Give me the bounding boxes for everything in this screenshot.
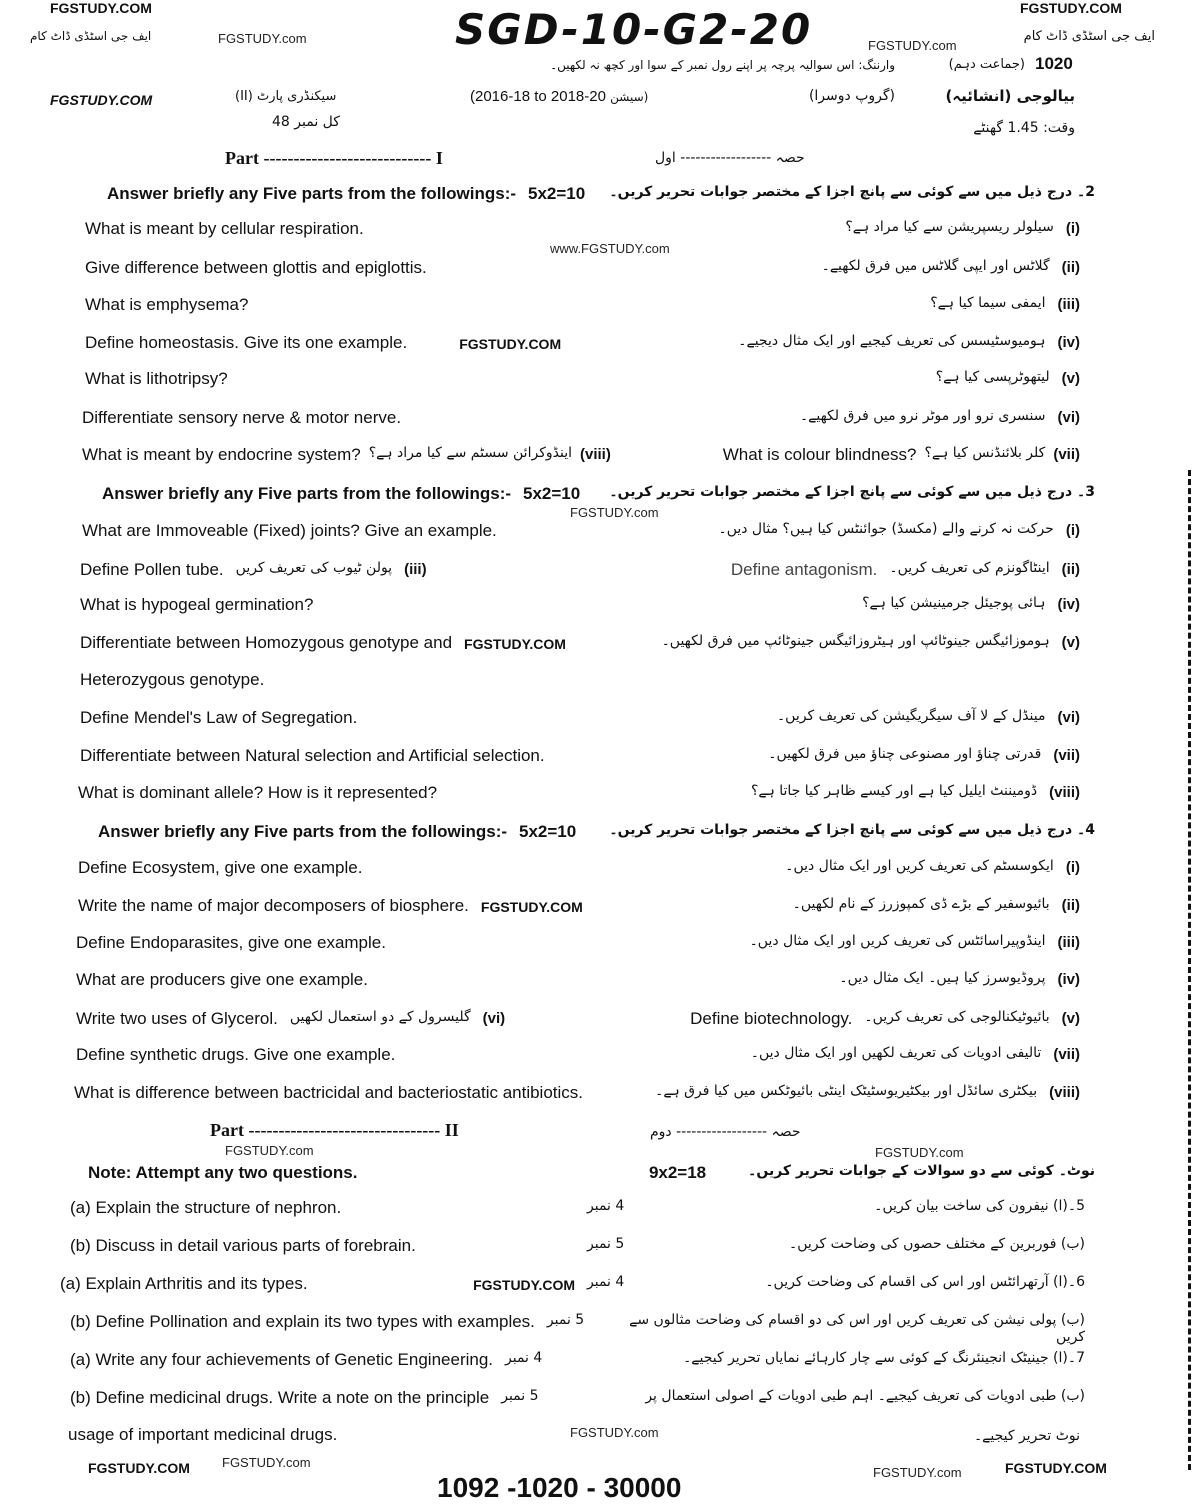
question-item-urdu: پولن ٹیوب کی تعریف کریں xyxy=(235,560,393,576)
total-marks: کل نمبر 48 xyxy=(272,114,340,130)
question-item: Differentiate between Homozygous genotype and xyxy=(80,633,453,652)
marks: 5 نمبر xyxy=(501,1388,539,1404)
q2-heading-row xyxy=(107,184,1095,204)
watermark: FGSTUDY.COM xyxy=(1020,0,1122,16)
question-item: Define homeostasis. Give its one example. xyxy=(85,333,408,352)
note-marks: 9x2=18 xyxy=(648,1163,707,1182)
q4-marks: 5x2=10 xyxy=(519,822,577,841)
question-row xyxy=(82,445,1080,465)
question-item-urdu: ہوموزائیگس جینوٹائپ اور ہیٹروزائیگس جینوٹائپ میں فرق لکھیں۔ xyxy=(661,633,1050,649)
question-row xyxy=(80,595,1080,615)
question-item: What is colour blindness? xyxy=(722,445,917,464)
long-question: (a) Explain the structure of nephron. xyxy=(70,1198,342,1217)
item-number: (iii) xyxy=(1057,934,1080,951)
question-item: What is lithotripsy? xyxy=(85,369,228,388)
question-item-urdu: ہائی پوجیئل جرمینیشن کیا ہے؟ xyxy=(862,595,1046,611)
long-question: (b) Define medicinal drugs. Write a note on the principle xyxy=(70,1388,490,1407)
marks: 5 نمبر xyxy=(546,1312,585,1328)
question-item-urdu: سیلولر ریسپریشن سے کیا مراد ہے؟ xyxy=(845,219,1054,235)
item-number: (vii) xyxy=(1053,446,1080,463)
long-question-continued: usage of important medicinal drugs. xyxy=(68,1425,338,1444)
watermark: FGSTUDY.com xyxy=(218,31,307,46)
item-number: (vi) xyxy=(482,1010,506,1027)
item-number: (viii) xyxy=(1049,1084,1080,1101)
question-row xyxy=(85,333,1080,353)
question-item-urdu: ایمفی سیما کیا ہے؟ xyxy=(930,295,1046,311)
q3-heading-row xyxy=(102,484,1095,504)
question-row xyxy=(78,783,1080,803)
question-row xyxy=(76,970,1080,990)
q4-heading: Answer briefly any Five parts from the followings:- xyxy=(98,822,508,841)
question-row xyxy=(80,633,1080,653)
question-item: Differentiate between Natural selection and Artificial selection. xyxy=(80,746,545,765)
question-item-urdu: اینڈوکرائن سسٹم سے کیا مراد ہے؟ xyxy=(368,445,572,461)
question-item: Define synthetic drugs. Give one example. xyxy=(76,1045,396,1064)
question-item: Define Pollen tube. xyxy=(80,560,224,579)
question-item: Define Ecosystem, give one example. xyxy=(78,858,363,877)
question-item: What is hypogeal germination? xyxy=(80,595,314,614)
question-item: Write two uses of Glycerol. xyxy=(76,1009,278,1028)
question-row xyxy=(74,1083,1080,1103)
item-number: (v) xyxy=(1061,1010,1080,1027)
watermark: FGSTUDY.COM xyxy=(1005,1460,1107,1476)
question-item-urdu: بائیوسفیر کے بڑے ڈی کمپوزرز کے نام لکھیں۔ xyxy=(792,896,1050,912)
item-number: (viii) xyxy=(1049,784,1080,801)
part-1-heading: Part ---------------------------- I xyxy=(225,148,443,168)
part-1-heading-urdu: حصہ ------------------ اول xyxy=(655,150,805,166)
question-item: Define antagonism. xyxy=(730,560,878,579)
question-row xyxy=(82,408,1080,428)
session xyxy=(470,88,648,106)
long-question-urdu: (ب) طبی ادویات کی تعریف کیجیے۔ اہم طبی ادویات کے اصولی استعمال پر xyxy=(645,1388,1085,1404)
watermark: www.FGSTUDY.com xyxy=(550,241,670,256)
question-item: Write the name of major decomposers of biosphere. xyxy=(78,896,469,915)
watermark: ایف جی اسٹڈی ڈاٹ کام xyxy=(30,29,152,43)
question-item-urdu: قدرتی چناؤ اور مصنوعی چناؤ میں فرق لکھیں۔ xyxy=(768,746,1042,762)
item-number: (vii) xyxy=(1053,1046,1080,1063)
question-item: Define biotechnology. xyxy=(690,1009,853,1028)
question-row xyxy=(76,1009,1080,1029)
question-item-urdu: ہومیوسٹیسس کی تعریف کیجیے اور ایک مثال دیجیے۔ xyxy=(738,333,1046,349)
watermark: FGSTUDY.com xyxy=(570,505,659,520)
q3-heading: Answer briefly any Five parts from the followings:- xyxy=(102,484,512,503)
item-number: (iv) xyxy=(1057,596,1080,613)
item-number: (v) xyxy=(1061,370,1080,387)
q2-heading-urdu: 2۔ درج ذیل میں سے کوئی سے پانچ اجزا کے مختصر جوابات تحریر کریں۔ xyxy=(609,184,1095,200)
question-row xyxy=(76,933,1080,953)
question-item-urdu: بیکٹری سائڈل اور بیکٹیریوسٹیٹک اینٹی بائیوٹکس میں کیا فرق ہے۔ xyxy=(655,1083,1038,1099)
question-item-urdu: سنسری نرو اور موٹر نرو میں فرق لکھیے۔ xyxy=(799,408,1046,424)
long-question: (b) Discuss in detail various parts of forebrain. xyxy=(70,1236,416,1255)
question-item: What is emphysema? xyxy=(85,295,249,314)
long-question-urdu-continued: نوٹ تحریر کیجیے۔ xyxy=(973,1428,1080,1444)
long-question-row xyxy=(60,1274,1085,1294)
question-item: Give difference between glottis and epiglottis. xyxy=(85,258,427,277)
item-number: (vii) xyxy=(1053,747,1080,764)
q3-marks: 5x2=10 xyxy=(523,484,581,503)
long-question-row xyxy=(70,1312,1085,1346)
question-row xyxy=(76,1045,1080,1065)
item-number: (v) xyxy=(1061,634,1080,651)
item-number: (ii) xyxy=(1061,897,1080,914)
long-question-urdu: 5۔(ا) نیفرون کی ساخت بیان کریں۔ xyxy=(874,1198,1085,1214)
question-item-urdu: مینڈل کے لا آف سیگریگیشن کی تعریف کریں۔ xyxy=(776,708,1046,724)
item-number: (ii) xyxy=(1061,561,1080,578)
question-row xyxy=(85,258,1080,278)
watermark: FGSTUDY.COM xyxy=(459,336,562,352)
question-item: What is dominant allele? How is it represented? xyxy=(78,783,438,802)
question-row xyxy=(78,896,1080,916)
long-question: (a) Explain Arthritis and its types. xyxy=(60,1274,308,1293)
watermark: FGSTUDY.COM xyxy=(50,0,152,16)
item-number: (iii) xyxy=(404,561,427,578)
watermark: FGSTUDY.COM xyxy=(50,92,153,108)
watermark: FGSTUDY.COM xyxy=(88,1460,190,1476)
session-label: سیشن) xyxy=(610,90,649,104)
long-question-urdu: 6۔(ا) آرتھرائٹس اور اس کی اقسام کی وضاحت کریں۔ xyxy=(765,1274,1085,1290)
watermark: FGSTUDY.com xyxy=(222,1455,311,1470)
question-row xyxy=(85,295,1080,315)
item-number: (vi) xyxy=(1057,709,1080,726)
part-2-heading-urdu: حصہ ------------------ دوم xyxy=(650,1124,801,1140)
warning-text: وارننگ: اس سوالیہ پرچہ پر اپنے رول نمبر کے سوا اور کچھ نہ لکھیں۔ xyxy=(550,58,895,72)
note-heading: Note: Attempt any two questions. xyxy=(88,1163,358,1182)
group-label: (گروپ دوسرا) xyxy=(808,88,895,104)
long-question-row xyxy=(70,1236,1085,1256)
q2-marks: 5x2=10 xyxy=(528,184,586,203)
question-item: Define Endoparasites, give one example. xyxy=(76,933,386,952)
marks: 4 نمبر xyxy=(587,1198,625,1214)
question-item-urdu: بائیوٹیکنالوجی کی تعریف کریں۔ xyxy=(864,1009,1050,1025)
marks: 4 نمبر xyxy=(505,1350,543,1366)
question-item-continued: Heterozygous genotype. xyxy=(80,670,265,689)
question-item-urdu: حرکت نہ کرنے والے (مکسڈ) جوائنٹس کیا ہیں؟ مثال دیں۔ xyxy=(718,521,1054,537)
note-row xyxy=(88,1163,1095,1183)
watermark: ایف جی اسٹڈی ڈاٹ کام xyxy=(1023,29,1155,44)
scan-edge xyxy=(1174,470,1191,1470)
question-item-urdu: پروڈیوسرز کیا ہیں۔ ایک مثال دیں۔ xyxy=(839,970,1046,986)
part-label: سیکنڈری پارٹ (II) xyxy=(235,89,337,104)
question-item-urdu: ڈومیننٹ ایلیل کیا ہے اور کیسے ظاہر کیا جاتا ہے؟ xyxy=(750,783,1038,799)
watermark: FGSTUDY.com xyxy=(570,1425,659,1440)
question-item-urdu: لیتھوٹرپسی کیا ہے؟ xyxy=(935,369,1050,385)
question-item-urdu: کلر بلائنڈنس کیا ہے؟ xyxy=(924,445,1046,461)
marks: 5 نمبر xyxy=(587,1236,625,1252)
question-row xyxy=(85,369,1080,389)
question-item: Differentiate sensory nerve & motor nerve. xyxy=(82,408,402,427)
part-2-heading: Part -------------------------------- II xyxy=(210,1120,459,1140)
watermark: FGSTUDY.COM xyxy=(480,899,583,915)
question-row xyxy=(80,708,1080,728)
item-number: (iii) xyxy=(1057,296,1080,313)
question-item-urdu: ایکوسسٹم کی تعریف کریں اور ایک مثال دیں۔ xyxy=(785,858,1054,874)
question-item: Define Mendel's Law of Segregation. xyxy=(80,708,358,727)
item-number: (i) xyxy=(1065,220,1080,237)
long-question-row xyxy=(70,1350,1085,1370)
handwritten-code: SGD-10-G2-20 xyxy=(455,5,813,54)
item-number: (iv) xyxy=(1057,334,1080,351)
long-question-row xyxy=(70,1388,1085,1408)
question-item: What is meant by cellular respiration. xyxy=(85,219,364,238)
question-item: What is meant by endocrine system? xyxy=(82,445,361,464)
question-item: What are Immoveable (Fixed) joints? Give an example. xyxy=(82,521,497,540)
item-number: (i) xyxy=(1065,859,1080,876)
item-number: (ii) xyxy=(1061,259,1080,276)
item-number: (viii) xyxy=(579,446,611,463)
long-question-urdu: (ب) پولی نیشن کی تعریف کریں اور اس کی دو اقسام کی وضاحت مثالوں سے کریں xyxy=(629,1312,1085,1345)
footer-code: 1092 -1020 - 30000 xyxy=(437,1472,682,1503)
question-row xyxy=(85,219,1080,239)
long-question-row xyxy=(70,1198,1085,1218)
long-question: (a) Write any four achievements of Genetic Engineering. xyxy=(70,1350,494,1369)
q2-heading: Answer briefly any Five parts from the followings:- xyxy=(107,184,517,203)
time-allowed: وقت: 1.45 گھنٹے xyxy=(973,120,1075,136)
q4-heading-row xyxy=(98,822,1095,842)
question-row xyxy=(82,521,1080,541)
question-item-urdu: گلیسرول کے دو استعمال لکھیں xyxy=(289,1009,471,1025)
question-item-urdu: گلاٹس اور ایپی گلاٹس میں فرق لکھیے۔ xyxy=(821,258,1050,274)
subject: بیالوجی (انشائیہ) xyxy=(945,87,1075,105)
item-number: (i) xyxy=(1065,522,1080,539)
q4-heading-urdu: 4۔ درج ذیل میں سے کوئی سے پانچ اجزا کے مختصر جوابات تحریر کریں۔ xyxy=(609,822,1095,838)
question-row xyxy=(78,858,1080,878)
item-number: (iv) xyxy=(1057,971,1080,988)
note-urdu: نوٹ۔ کوئی سے دو سوالات کے جوابات تحریر کریں۔ xyxy=(748,1163,1095,1179)
question-row xyxy=(80,746,1080,766)
question-item: What are producers give one example. xyxy=(76,970,368,989)
question-item: What is difference between bactricidal and bacteriostatic antibiotics. xyxy=(74,1083,584,1102)
long-question: (b) Define Pollination and explain its two types with examples. xyxy=(70,1312,535,1331)
watermark: FGSTUDY.com xyxy=(868,38,957,53)
watermark: FGSTUDY.com xyxy=(873,1465,962,1480)
watermark: FGSTUDY.com xyxy=(225,1143,314,1158)
class-label: (جماعت دہم) xyxy=(948,57,1025,72)
question-item-urdu: تالیفی ادویات کی تعریف لکھیں اور ایک مثال دیں۔ xyxy=(750,1045,1042,1061)
paper-code: 1020 xyxy=(1035,54,1073,73)
session-years: (2016-18 to 2018-20 xyxy=(470,88,606,105)
question-item-urdu: اینٹاگونزم کی تعریف کریں۔ xyxy=(889,560,1050,576)
watermark: FGSTUDY.COM xyxy=(464,636,566,652)
question-item-urdu: اینڈوپیراسائٹس کی تعریف کریں اور ایک مثال دیں۔ xyxy=(749,933,1046,949)
long-question-urdu: 7۔(ا) جینیٹک انجینئرنگ کے کوئی سے چار کارہائے نمایاں تحریر کیجیے۔ xyxy=(683,1350,1085,1366)
watermark: FGSTUDY.com xyxy=(875,1145,964,1160)
marks: 4 نمبر xyxy=(587,1274,625,1290)
q3-heading-urdu: 3۔ درج ذیل میں سے کوئی سے پانچ اجزا کے مختصر جوابات تحریر کریں۔ xyxy=(609,484,1095,500)
question-row xyxy=(80,560,1080,580)
long-question-urdu: (ب) فوربرین کے مختلف حصوں کی وضاحت کریں۔ xyxy=(789,1236,1085,1252)
item-number: (vi) xyxy=(1057,409,1080,426)
watermark: FGSTUDY.COM xyxy=(473,1277,575,1293)
